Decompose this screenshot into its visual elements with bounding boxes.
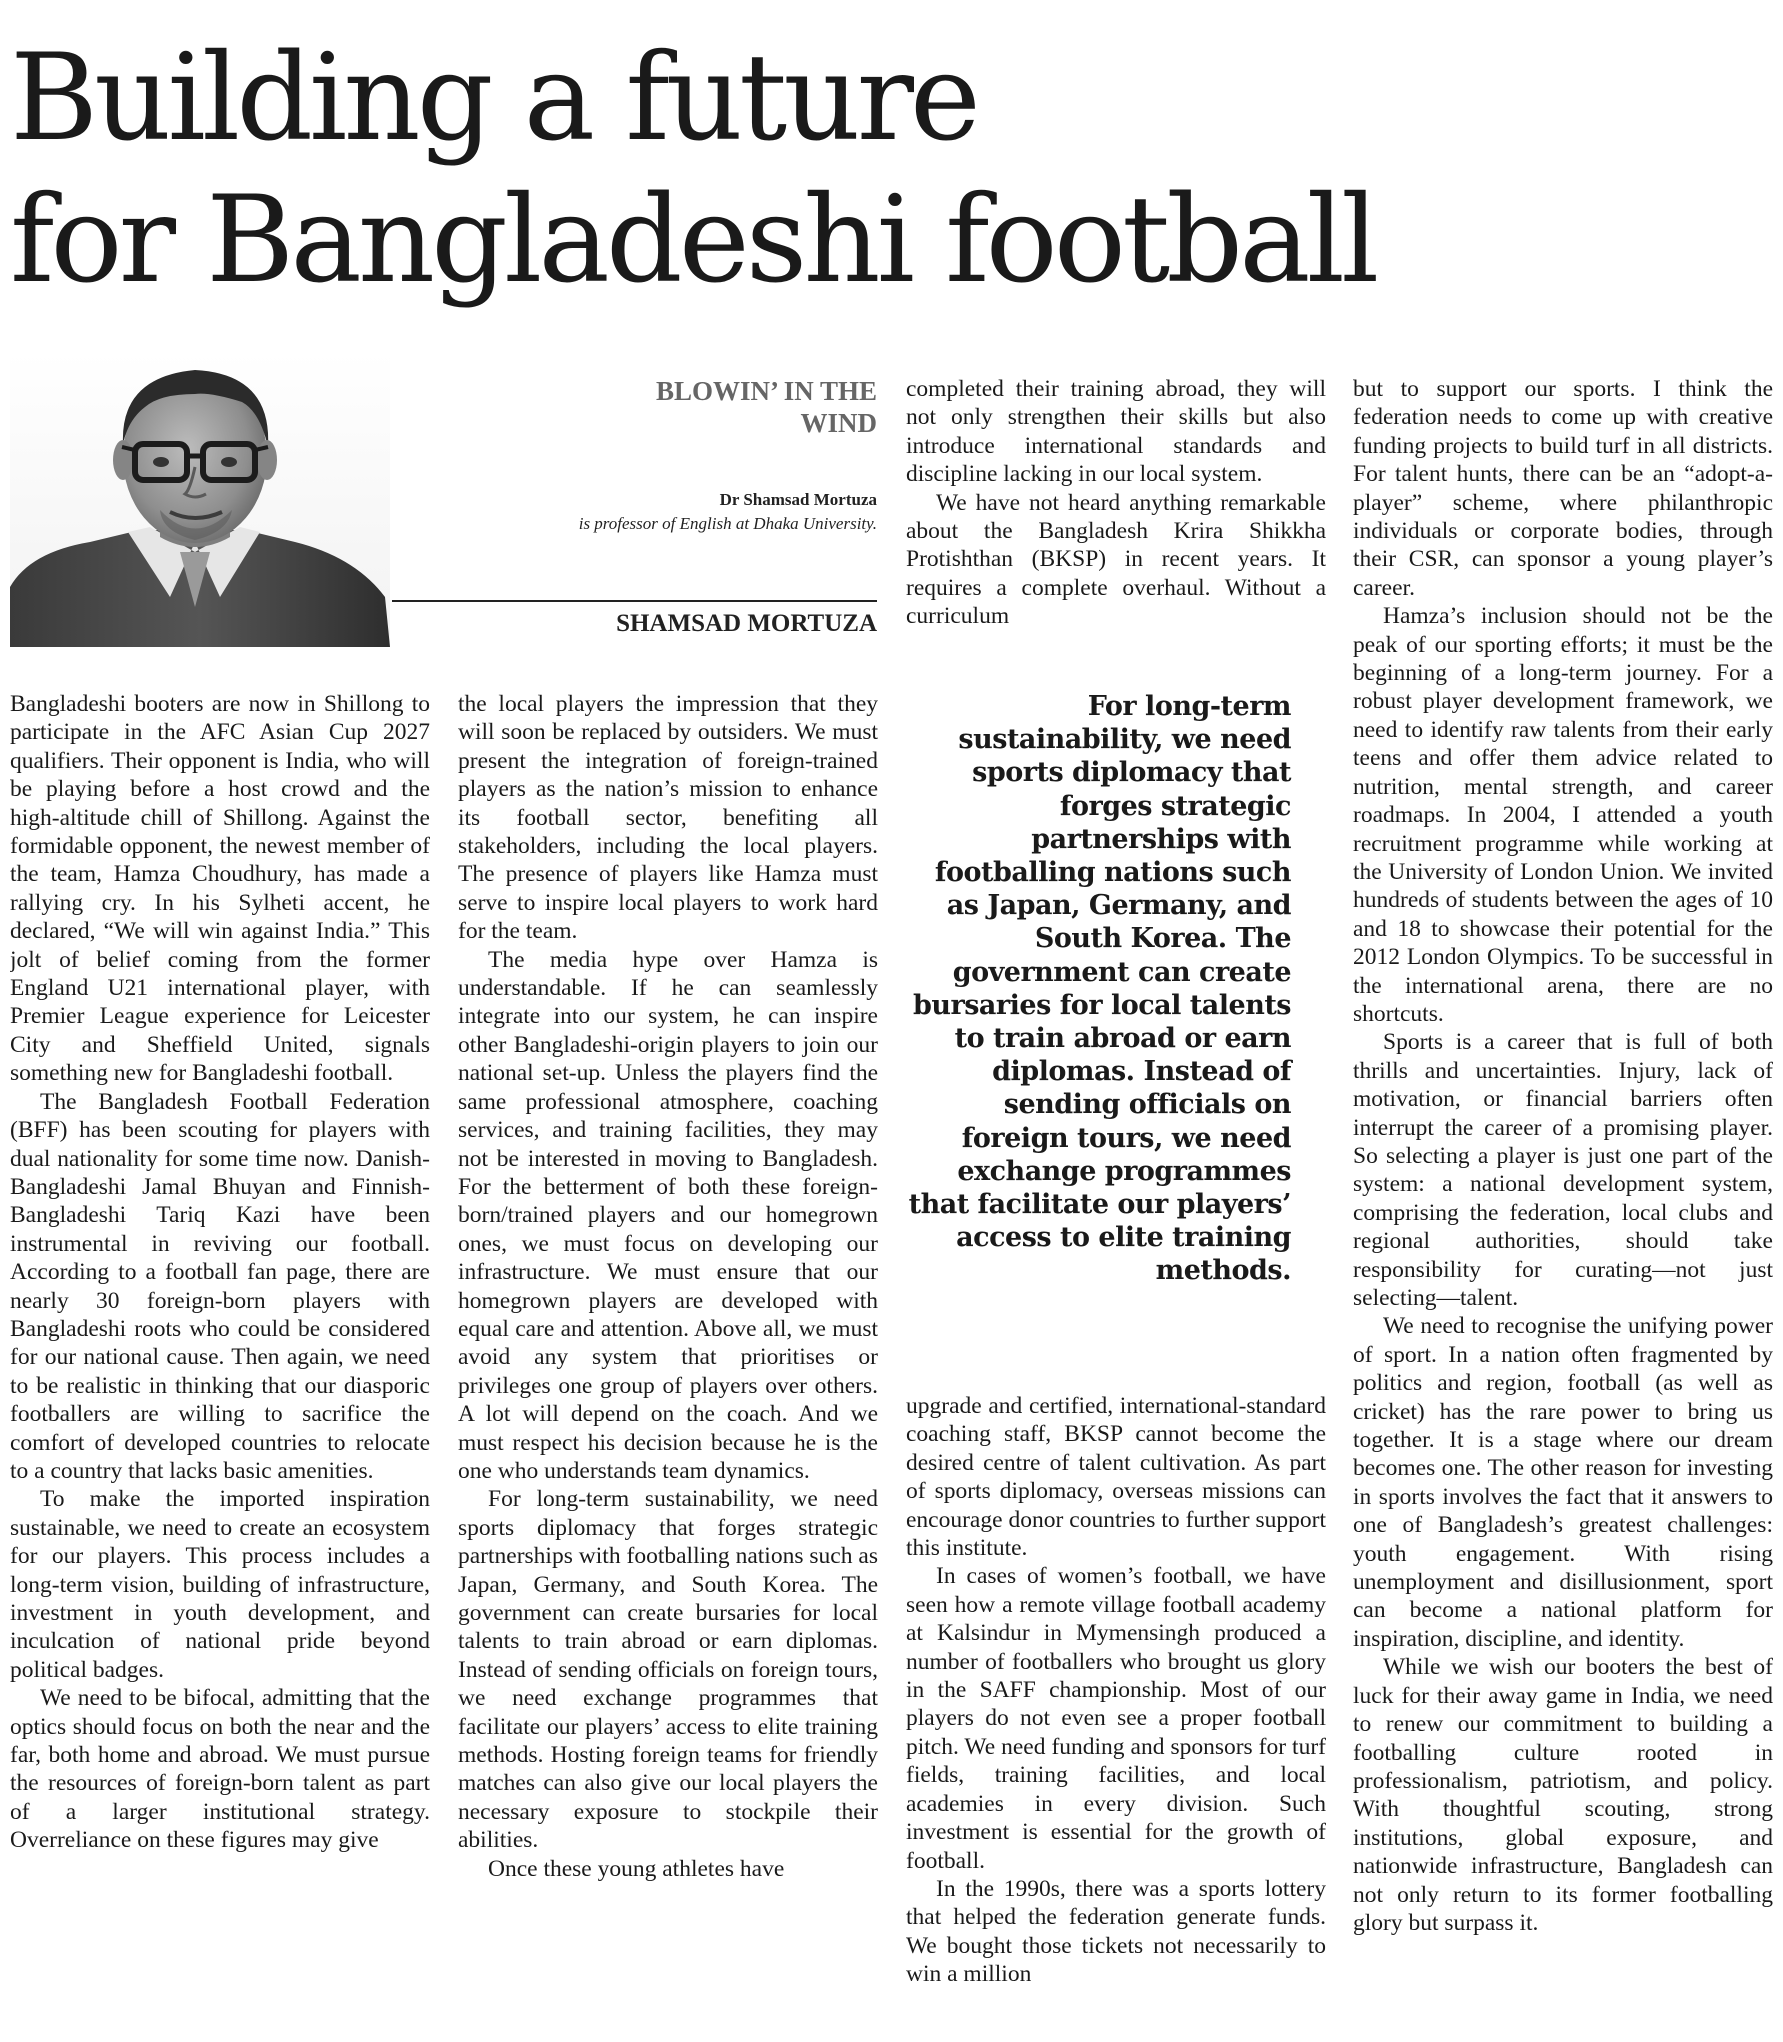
paragraph: For long-term sustainability, we need sports diplomacy that forges strategic partnerships with footballing nations such as Japan, Germany, and South Korea. The government can create bursaries for local talents to train abroad or earn diplomas. Instead of sending officials on foreign tours, we need exchange programmes that facilitate our players’ access to elite training methods. Hosting foreign teams for friendly matches can also give our local players the necessary exposure to stockpile their abilities.: [458, 1486, 878, 1854]
article-column-3-bottom: [906, 1392, 1326, 2038]
paragraph: but to support our sports. I think the federation needs to come up with creative funding projects to build turf in all districts. For talent hunts, there can be an “adopt-a-player” scheme, where philanthropic individuals or corporate bodies, through their CSR, can sponsor a young player’s career.: [1353, 376, 1773, 601]
pull-quote: For long-term sustainability, we need sports diplomacy that forges strategic partnerships with footballing nations such as Japan, Germany, and South Korea. The government can create bursaries for local talents to train abroad or earn diplomas. Instead of sending officials on foreign tours, we need exchange programmes that facilitate our players’ access to elite training methods.: [908, 691, 1291, 1287]
kicker-line-1: BLOWIN’ IN THE: [655, 376, 877, 406]
paragraph: the local players the impression that they will soon be replaced by outsiders. We must present the integration of foreign-trained players as the nation’s mission to enhance its football sector, benefiting all stakeholders, including the local players. The presence of players like Hamza must serve to inspire local players to work hard for the team.: [458, 691, 878, 945]
paragraph: We need to be bifocal, admitting that the optics should focus on both the near and the far, both home and abroad. We must pursue the resources of foreign-born talent as part of a larger institutional strategy. Overreliance on these figures may give: [10, 1685, 430, 1854]
kicker-line-2: WIND: [800, 408, 877, 438]
paragraph: We have not heard anything remarkable about the Bangladesh Krira Shikkha Protishthan (BKSP) in recent years. It requires a complete overhaul. Without a curriculum: [906, 489, 1326, 630]
paragraph: Hamza’s inclusion should not be the peak of our sporting efforts; it must be the beginning of a long-term journey. For a robust player development framework, we need to identify raw talents from their early teens and offer them advice related to nutrition, mental strength, and career roadmaps. In 2004, I attended a youth recruitment programme while working at the University of London Union. We invited hundreds of students between the ages of 10 and 18 to showcase their potential for the 2012 London Olympics. To be successful in the international arena, there are no shortcuts.: [1353, 603, 1773, 1027]
paragraph: completed their training abroad, they will not only strengthen their skills but also introduce international standards and discipline lacking in our local system.: [906, 376, 1326, 488]
article-headline: [10, 28, 1770, 312]
article-column-2: [458, 690, 878, 2038]
paragraph: The media hype over Hamza is understandable. If he can seamlessly integrate into our system, he can inspire other Bangladeshi-origin players to join our national set-up. Unless the players find the same professional atmosphere, coaching services, and training facilities, they may not be interested in moving to Bangladesh. For the betterment of both these foreign-born/trained players and our homegrown ones, we must focus on developing our infrastructure. We must ensure that our homegrown players are developed with equal care and attention. Above all, we must avoid any system that prioritises or privileges one group of players over others. A lot will depend on the coach. And we must respect his decision because he is the one who understands team dynamics.: [458, 946, 878, 1484]
paragraph: Once these young athletes have: [488, 1855, 785, 1882]
article-column-4: [1353, 375, 1773, 2038]
author-name: Dr Shamsad Mortuza: [719, 490, 877, 509]
paragraph: While we wish our booters the best of luck for their away game in India, we need to renew our commitment to building a footballing culture rooted in professionalism, patriotism, and policy. With thoughtful scouting, strong institutions, global exposure, and nationwide infrastructure, Bangladesh can not only return to its former footballing glory but surpass it.: [1353, 1654, 1773, 1936]
headline-line-2: for Bangladeshi football: [10, 171, 1376, 310]
paragraph: We need to recognise the unifying power of sport. In a nation often fragmented by politics and region, football (as well as cricket) has the rare power to bring us together. It is a stage where our dream becomes one. The other reason for investing in sports involves the fact that it answers to one of Bangladesh’s greatest challenges: youth engagement. With rising unemployment and disillusionment, sport can become a national platform for inspiration, discipline, and identity.: [1353, 1313, 1773, 1652]
paragraph: Sports is a career that is full of both thrills and uncertainties. Injury, lack of motivation, or financial barriers often interrupt the career of a promising player. So selecting a player is just one part of the system: a national development system, comprising the federation, local clubs and regional authorities, should take responsibility for curating—not just selecting—talent.: [1353, 1029, 1773, 1311]
article-column-3-top: [906, 375, 1326, 655]
headline-line-1: Building a future: [10, 29, 977, 168]
paragraph: To make the imported inspiration sustainable, we need to create an ecosystem for our players. This process includes a long-term vision, building of infrastructure, investment in youth development, and inculcation of national pride beyond political badges.: [10, 1486, 430, 1683]
paragraph: Bangladeshi booters are now in Shillong to participate in the AFC Asian Cup 2027 qualifiers. Their opponent is India, who will be playing before a host crowd and the high-altitude chill of Shillong. Against the formidable opponent, the newest member of the team, Hamza Choudhury, has made a rallying cry. In his Sylheti accent, he declared, “We will win against India.” This jolt of belief coming from the former England U21 international player, with Premier League experience for Leicester City and Sheffield United, signals something new for Bangladeshi football.: [10, 691, 430, 1087]
paragraph: In cases of women’s football, we have seen how a remote village football academy at Kalsindur in Mymensingh produced a number of footballers who brought us glory in the SAFF championship. Most of our players do not even see a proper football pitch. We need funding and sponsors for turf fields, training facilities, and local academies in every division. Such investment is essential for the growth of football.: [906, 1563, 1326, 1874]
byline-rule: [392, 600, 877, 602]
byline: SHAMSAD MORTUZA: [616, 610, 877, 637]
author-description: is professor of English at Dhaka University.: [578, 514, 877, 533]
author-photo: [10, 352, 390, 647]
column-kicker: [577, 375, 877, 439]
paragraph: The Bangladesh Football Federation (BFF) has been scouting for players with dual nationality for some time now. Danish-Bangladeshi Jamal Bhuyan and Finnish-Bangladeshi Tariq Kazi have been instrumental in reviving our football. According to a football fan page, there are nearly 30 foreign-born players with Bangladeshi roots who could be considered for our national cause. Then again, we need to be realistic in thinking that our diasporic footballers are willing to sacrifice the comfort of developed countries to relocate to a country that lacks basic amenities.: [10, 1088, 430, 1484]
paragraph: In the 1990s, there was a sports lottery that helped the federation generate funds. We bought those tickets not necessarily to win a million: [906, 1875, 1326, 1988]
paragraph: upgrade and certified, international-standard coaching staff, BKSP cannot become the desired centre of talent cultivation. As part of sports diplomacy, overseas missions can encourage donor countries to further support this institute.: [906, 1393, 1326, 1562]
article-column-1: [10, 690, 430, 2038]
